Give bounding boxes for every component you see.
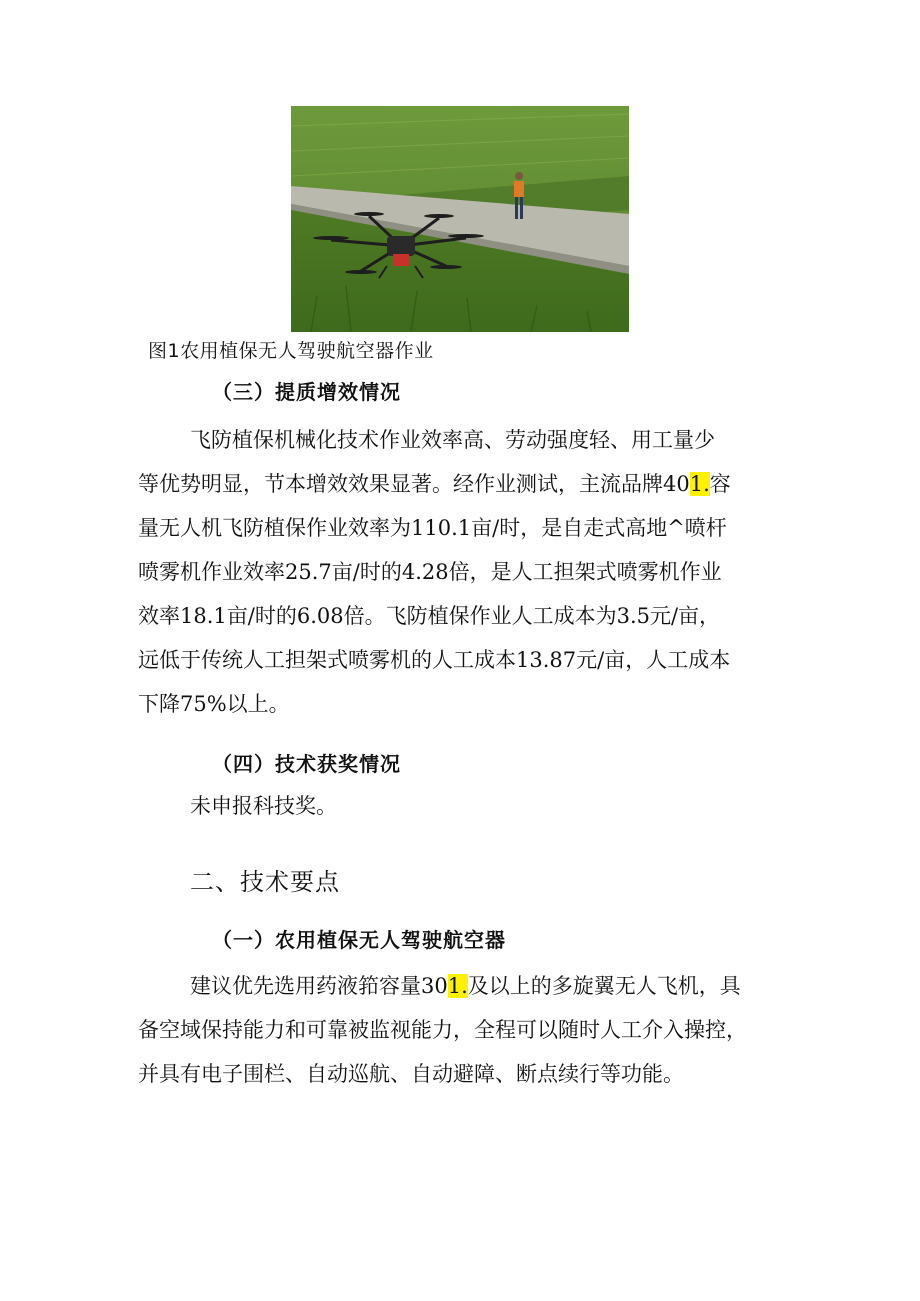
paragraph-line: 量无人机飞防植保作业效率为110.1亩/时，是自走式高地^喷杆 — [138, 516, 727, 540]
paragraph-line: 备空域保持能力和可靠被监视能力，全程可以随时人工介入操控， — [138, 1018, 747, 1042]
paragraph-line: 未申报科技奖。 — [190, 794, 337, 818]
paragraph-line — [138, 462, 788, 506]
paragraph-line: 喷雾机作业效率25.7亩/时的4.28倍，是人工担架式喷雾机作业 — [138, 560, 722, 584]
paragraph-drone — [138, 964, 788, 1096]
line-text: 容 — [709, 472, 731, 496]
line-text: 等优势明显，节本增效效果显著。经作业测试，主流品牌40 — [138, 472, 690, 496]
highlighted-text: 1. — [689, 472, 710, 496]
part-heading-key-points: 二、技术要点 — [190, 868, 340, 896]
drone-field-illustration — [291, 106, 629, 332]
section-heading-drone: （一）农用植保无人驾驶航空器 — [212, 928, 506, 952]
paragraph-line: 远低于传统人工担架式喷雾机的人工成本13.87元/亩，人工成本 — [138, 648, 731, 672]
paragraph-awards — [138, 784, 788, 828]
line-text: 及以上的多旋翼无人飞机，具 — [467, 974, 741, 998]
paragraph-line — [138, 964, 788, 1008]
paragraph-line: 并具有电子围栏、自动巡航、自动避障、断点续行等功能。 — [138, 1062, 684, 1086]
paragraph-line: 效率18.1亩/时的6.08倍。飞防植保作业人工成本为3.5元/亩， — [138, 604, 721, 628]
line-text: 建议优先选用药液筘容量30 — [190, 974, 448, 998]
figure-caption: 图1农用植保无人驾驶航空器作业 — [148, 340, 434, 362]
paragraph-quality — [138, 418, 788, 726]
section-heading-awards: （四）技术获奖情况 — [212, 752, 401, 776]
paragraph-line: 下降75%以上。 — [138, 692, 290, 716]
section-heading-quality: （三）提质增效情况 — [212, 380, 401, 404]
paragraph-line: 飞防植保机械化技术作业效率高、劳动强度轻、用工量少 — [190, 428, 715, 452]
drone-field-photo — [291, 106, 629, 332]
highlighted-text: 1. — [447, 974, 468, 998]
